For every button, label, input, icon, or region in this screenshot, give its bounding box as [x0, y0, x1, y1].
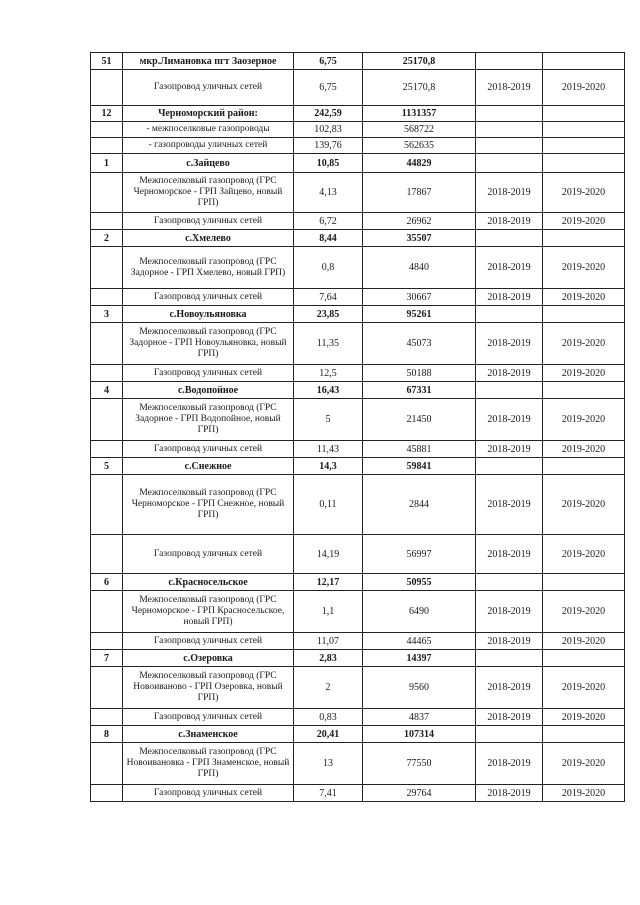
cell-commission: 2019-2020: [543, 173, 625, 213]
table-row: [91, 247, 625, 289]
cell-num: 3: [91, 306, 123, 323]
cell-commission: 2019-2020: [543, 633, 625, 650]
table-row: [91, 743, 625, 785]
cell-build: 2018-2019: [476, 591, 543, 633]
section-row: [91, 574, 625, 591]
cell-length: 242,59: [294, 106, 363, 122]
cell-length: 102,83: [294, 122, 363, 138]
cell-num: 6: [91, 574, 123, 591]
cell-commission: 2019-2020: [543, 475, 625, 535]
cell-num: 5: [91, 458, 123, 475]
cell-num: [91, 475, 123, 535]
table-row: [91, 365, 625, 382]
cell-cost: 562635: [363, 138, 476, 154]
subtotal-row: [91, 122, 625, 138]
cell-commission: 2019-2020: [543, 365, 625, 382]
cell-commission: [543, 122, 625, 138]
cell-num: 7: [91, 650, 123, 667]
cell-name: мкр.Лимановка пгт Заозерное: [123, 53, 294, 70]
subtotal-row: [91, 138, 625, 154]
cell-commission: 2019-2020: [543, 289, 625, 306]
section-row: [91, 650, 625, 667]
cell-build: 2018-2019: [476, 213, 543, 230]
section-row: [91, 230, 625, 247]
cell-cost: 77550: [363, 743, 476, 785]
cell-commission: [543, 106, 625, 122]
cell-build: 2018-2019: [476, 173, 543, 213]
cell-length: 2,83: [294, 650, 363, 667]
cell-cost: 30667: [363, 289, 476, 306]
cell-length: 0,83: [294, 709, 363, 726]
cell-num: 51: [91, 53, 123, 70]
cell-length: 5: [294, 399, 363, 441]
cell-commission: 2019-2020: [543, 247, 625, 289]
cell-cost: 6490: [363, 591, 476, 633]
cell-length: 20,41: [294, 726, 363, 743]
cell-build: [476, 726, 543, 743]
cell-length: 12,5: [294, 365, 363, 382]
cell-num: [91, 70, 123, 106]
cell-name: Газопровод уличных сетей: [123, 535, 294, 574]
cell-cost: 56997: [363, 535, 476, 574]
cell-num: [91, 785, 123, 802]
cell-name: Межпоселковый газопровод (ГРС Задорное - ГРП Новоульяновка, новый ГРП): [123, 323, 294, 365]
cell-length: 0,11: [294, 475, 363, 535]
cell-cost: 9560: [363, 667, 476, 709]
cell-cost: 59841: [363, 458, 476, 475]
cell-cost: 95261: [363, 306, 476, 323]
cell-build: 2018-2019: [476, 323, 543, 365]
table-row: [91, 535, 625, 574]
cell-length: 7,41: [294, 785, 363, 802]
cell-build: 2018-2019: [476, 399, 543, 441]
cell-cost: 4837: [363, 709, 476, 726]
cell-build: [476, 574, 543, 591]
cell-cost: 25170,8: [363, 53, 476, 70]
cell-build: 2018-2019: [476, 247, 543, 289]
section-row: [91, 306, 625, 323]
cell-commission: [543, 53, 625, 70]
table-row: [91, 667, 625, 709]
cell-commission: [543, 574, 625, 591]
cell-length: 6,75: [294, 70, 363, 106]
cell-build: [476, 53, 543, 70]
cell-num: 8: [91, 726, 123, 743]
cell-cost: 107314: [363, 726, 476, 743]
cell-commission: [543, 306, 625, 323]
table-row: [91, 70, 625, 106]
cell-name: Межпоселковый газопровод (ГРС Новоиваново - ГРП Озеровка, новый ГРП): [123, 667, 294, 709]
section-row: [91, 53, 625, 70]
section-row: [91, 458, 625, 475]
cell-name: - газопроводы уличных сетей: [123, 138, 294, 154]
table-row: [91, 441, 625, 458]
cell-length: 8,44: [294, 230, 363, 247]
cell-length: 11,35: [294, 323, 363, 365]
cell-build: [476, 306, 543, 323]
cell-name: Газопровод уличных сетей: [123, 441, 294, 458]
cell-commission: [543, 230, 625, 247]
cell-length: 4,13: [294, 173, 363, 213]
cell-build: 2018-2019: [476, 633, 543, 650]
cell-commission: 2019-2020: [543, 441, 625, 458]
cell-cost: 44829: [363, 154, 476, 173]
cell-name: Межпоселковый газопровод (ГРС Задорное - ГРП Водопойное, новый ГРП): [123, 399, 294, 441]
cell-cost: 50188: [363, 365, 476, 382]
cell-name: Межпоселковый газопровод (ГРС Черноморское - ГРП Зайцево, новый ГРП): [123, 173, 294, 213]
cell-build: [476, 106, 543, 122]
cell-num: [91, 247, 123, 289]
cell-name: Черноморский район:: [123, 106, 294, 122]
gas-pipeline-table: [90, 52, 625, 802]
table-row: [91, 633, 625, 650]
cell-cost: 2844: [363, 475, 476, 535]
cell-name: Газопровод уличных сетей: [123, 785, 294, 802]
cell-num: [91, 399, 123, 441]
cell-length: 6,75: [294, 53, 363, 70]
cell-name: с.Озеровка: [123, 650, 294, 667]
section-row: [91, 154, 625, 173]
table-row: [91, 399, 625, 441]
cell-commission: 2019-2020: [543, 323, 625, 365]
cell-num: [91, 535, 123, 574]
cell-build: [476, 138, 543, 154]
cell-cost: 1131357: [363, 106, 476, 122]
cell-commission: 2019-2020: [543, 667, 625, 709]
cell-cost: 568722: [363, 122, 476, 138]
cell-cost: 29764: [363, 785, 476, 802]
cell-length: 2: [294, 667, 363, 709]
cell-length: 12,17: [294, 574, 363, 591]
cell-name: Межпоселковый газопровод (ГРС Черноморское - ГРП Красносельское, новый ГРП): [123, 591, 294, 633]
cell-num: 2: [91, 230, 123, 247]
cell-length: 7,64: [294, 289, 363, 306]
table-row: [91, 289, 625, 306]
cell-cost: 14397: [363, 650, 476, 667]
cell-length: 0,8: [294, 247, 363, 289]
cell-length: 10,85: [294, 154, 363, 173]
cell-name: с.Знаменское: [123, 726, 294, 743]
cell-length: 11,43: [294, 441, 363, 458]
cell-build: 2018-2019: [476, 365, 543, 382]
cell-length: 11,07: [294, 633, 363, 650]
cell-num: [91, 709, 123, 726]
cell-name: Газопровод уличных сетей: [123, 633, 294, 650]
cell-build: 2018-2019: [476, 785, 543, 802]
section-row: [91, 382, 625, 399]
cell-name: Газопровод уличных сетей: [123, 70, 294, 106]
table-row: [91, 323, 625, 365]
cell-build: 2018-2019: [476, 709, 543, 726]
cell-cost: 44465: [363, 633, 476, 650]
cell-commission: 2019-2020: [543, 70, 625, 106]
cell-length: 23,85: [294, 306, 363, 323]
cell-num: [91, 633, 123, 650]
table-body: [91, 53, 625, 802]
table-row: [91, 475, 625, 535]
cell-cost: 67331: [363, 382, 476, 399]
cell-build: [476, 382, 543, 399]
cell-num: [91, 122, 123, 138]
cell-cost: 35507: [363, 230, 476, 247]
cell-commission: [543, 154, 625, 173]
cell-name: Межпоселковый газопровод (ГРС Черноморское - ГРП Снежное, новый ГРП): [123, 475, 294, 535]
cell-commission: 2019-2020: [543, 213, 625, 230]
cell-build: 2018-2019: [476, 441, 543, 458]
cell-num: [91, 743, 123, 785]
section-row: [91, 106, 625, 122]
cell-build: 2018-2019: [476, 70, 543, 106]
cell-commission: [543, 726, 625, 743]
cell-num: [91, 213, 123, 230]
cell-num: [91, 441, 123, 458]
cell-length: 14,3: [294, 458, 363, 475]
cell-build: [476, 122, 543, 138]
cell-name: с.Водопойное: [123, 382, 294, 399]
cell-commission: [543, 138, 625, 154]
cell-name: с.Снежное: [123, 458, 294, 475]
cell-cost: 25170,8: [363, 70, 476, 106]
cell-length: 16,43: [294, 382, 363, 399]
cell-cost: 26962: [363, 213, 476, 230]
cell-build: [476, 458, 543, 475]
cell-name: Газопровод уличных сетей: [123, 213, 294, 230]
cell-commission: 2019-2020: [543, 743, 625, 785]
cell-name: - межпоселковые газопроводы: [123, 122, 294, 138]
cell-build: [476, 230, 543, 247]
cell-build: 2018-2019: [476, 289, 543, 306]
cell-commission: [543, 382, 625, 399]
cell-build: [476, 650, 543, 667]
cell-num: [91, 173, 123, 213]
cell-length: 139,76: [294, 138, 363, 154]
section-row: [91, 726, 625, 743]
cell-num: [91, 138, 123, 154]
cell-commission: 2019-2020: [543, 399, 625, 441]
cell-cost: 45881: [363, 441, 476, 458]
cell-length: 14,19: [294, 535, 363, 574]
cell-commission: 2019-2020: [543, 535, 625, 574]
cell-name: Газопровод уличных сетей: [123, 709, 294, 726]
cell-length: 1,1: [294, 591, 363, 633]
cell-cost: 45073: [363, 323, 476, 365]
cell-build: [476, 154, 543, 173]
cell-cost: 17867: [363, 173, 476, 213]
table-row: [91, 785, 625, 802]
table-row: [91, 213, 625, 230]
cell-name: с.Хмелево: [123, 230, 294, 247]
cell-name: с.Зайцево: [123, 154, 294, 173]
cell-num: [91, 289, 123, 306]
cell-commission: [543, 458, 625, 475]
cell-num: [91, 323, 123, 365]
table-row: [91, 709, 625, 726]
cell-commission: 2019-2020: [543, 785, 625, 802]
table-row: [91, 591, 625, 633]
cell-commission: 2019-2020: [543, 709, 625, 726]
cell-build: 2018-2019: [476, 475, 543, 535]
cell-num: [91, 667, 123, 709]
cell-num: 1: [91, 154, 123, 173]
cell-name: с.Новоульяновка: [123, 306, 294, 323]
table-row: [91, 173, 625, 213]
cell-cost: 4840: [363, 247, 476, 289]
cell-commission: [543, 650, 625, 667]
cell-name: Межпоселковый газопровод (ГРС Задорное - ГРП Хмелево, новый ГРП): [123, 247, 294, 289]
cell-name: с.Красносельское: [123, 574, 294, 591]
cell-build: 2018-2019: [476, 535, 543, 574]
cell-length: 6,72: [294, 213, 363, 230]
cell-cost: 50955: [363, 574, 476, 591]
cell-commission: 2019-2020: [543, 591, 625, 633]
cell-num: 4: [91, 382, 123, 399]
cell-num: 12: [91, 106, 123, 122]
cell-cost: 21450: [363, 399, 476, 441]
cell-name: Межпоселковый газопровод (ГРС Новоивановка - ГРП Знаменское, новый ГРП): [123, 743, 294, 785]
cell-length: 13: [294, 743, 363, 785]
cell-num: [91, 365, 123, 382]
cell-build: 2018-2019: [476, 743, 543, 785]
cell-name: Газопровод уличных сетей: [123, 365, 294, 382]
cell-name: Газопровод уличных сетей: [123, 289, 294, 306]
cell-num: [91, 591, 123, 633]
cell-build: 2018-2019: [476, 667, 543, 709]
